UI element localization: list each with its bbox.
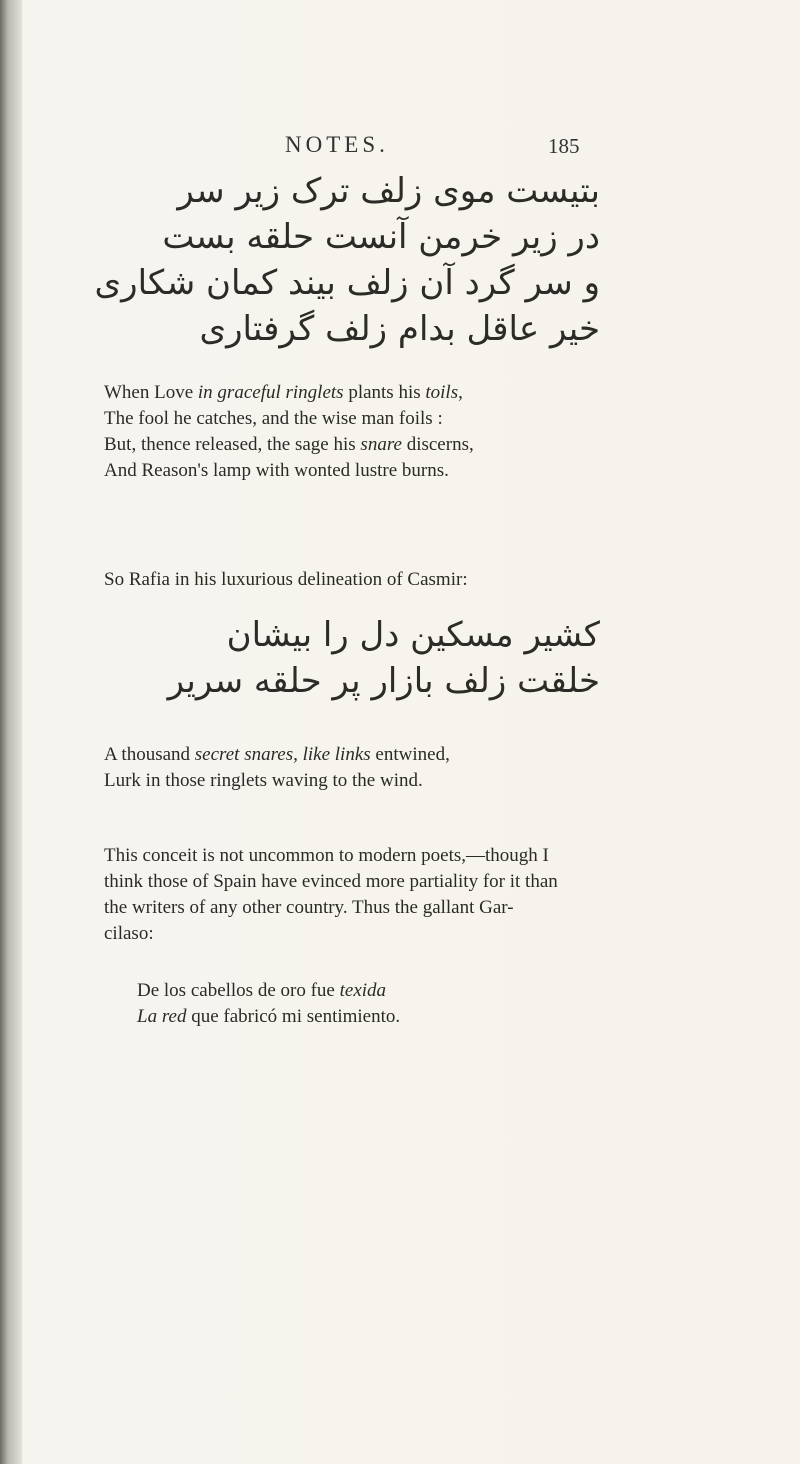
verse-text: A thousand — [104, 744, 195, 765]
paragraph-line: think those of Spain have evinced more partiality for it than — [104, 871, 558, 892]
persian-verse-line: خلقت زلف بازار پر حلقه سریر — [167, 661, 600, 701]
persian-verse-line: و سر گرد آن زلف بیند کمان شکاری — [94, 263, 600, 303]
verse-line: And Reason's lamp with wonted lustre burns. — [104, 460, 449, 481]
verse-line — [104, 380, 664, 406]
page-header — [0, 132, 800, 162]
verse-text: que fabricó mi sentimiento. — [186, 1006, 401, 1027]
running-head: NOTES. — [285, 132, 389, 157]
verse-text: plants his — [343, 382, 426, 403]
verse-italic: toils — [425, 382, 459, 403]
persian-verse-1 — [80, 168, 600, 352]
verse-italic: secret snares, like links — [194, 744, 371, 765]
verse-line — [104, 742, 664, 768]
persian-verse-line: در زیر خرمن آنست حلقه بست — [162, 217, 600, 257]
verse-italic: in graceful ringlets — [197, 382, 344, 403]
verse-text: , — [458, 382, 463, 403]
spanish-verse — [137, 978, 697, 1030]
verse-italic: snare — [360, 434, 402, 455]
book-spine-shadow — [0, 0, 22, 1464]
page-number: 185 — [548, 134, 580, 158]
paragraph-line: cilaso: — [104, 923, 154, 944]
verse-italic: texida — [339, 980, 387, 1001]
persian-verse-line: کشیر مسکین دل را بیشان — [226, 615, 600, 655]
verse-line — [137, 1004, 697, 1030]
english-verse-2 — [104, 742, 664, 794]
verse-italic: La red — [137, 1006, 187, 1027]
verse-line: The fool he catches, and the wise man foils : — [104, 408, 443, 429]
persian-verse-line: خیر عاقل بدام زلف گرفتاری — [199, 309, 600, 349]
verse-line: Lurk in those ringlets waving to the wind. — [104, 770, 423, 791]
verse-line — [104, 432, 664, 458]
verse-text: But, thence released, the sage his — [104, 434, 361, 455]
intro-line: So Rafia in his luxurious delineation of Casmir: — [104, 569, 468, 590]
paragraph-line: This conceit is not uncommon to modern poets,—though I — [104, 845, 549, 866]
persian-verse-line: بتیست موی زلف ترک زیر سر — [177, 171, 600, 211]
commentary-paragraph — [104, 843, 716, 947]
english-verse-1 — [104, 380, 664, 484]
verse-text: entwined, — [370, 744, 450, 765]
paragraph-line: the writers of any other country. Thus the gallant Gar- — [104, 897, 514, 918]
verse-text: discerns, — [401, 434, 474, 455]
verse-text: De los cabellos de oro fue — [137, 980, 340, 1001]
verse-text: When Love — [104, 382, 198, 403]
verse-line — [137, 978, 697, 1004]
persian-verse-2 — [100, 612, 600, 704]
